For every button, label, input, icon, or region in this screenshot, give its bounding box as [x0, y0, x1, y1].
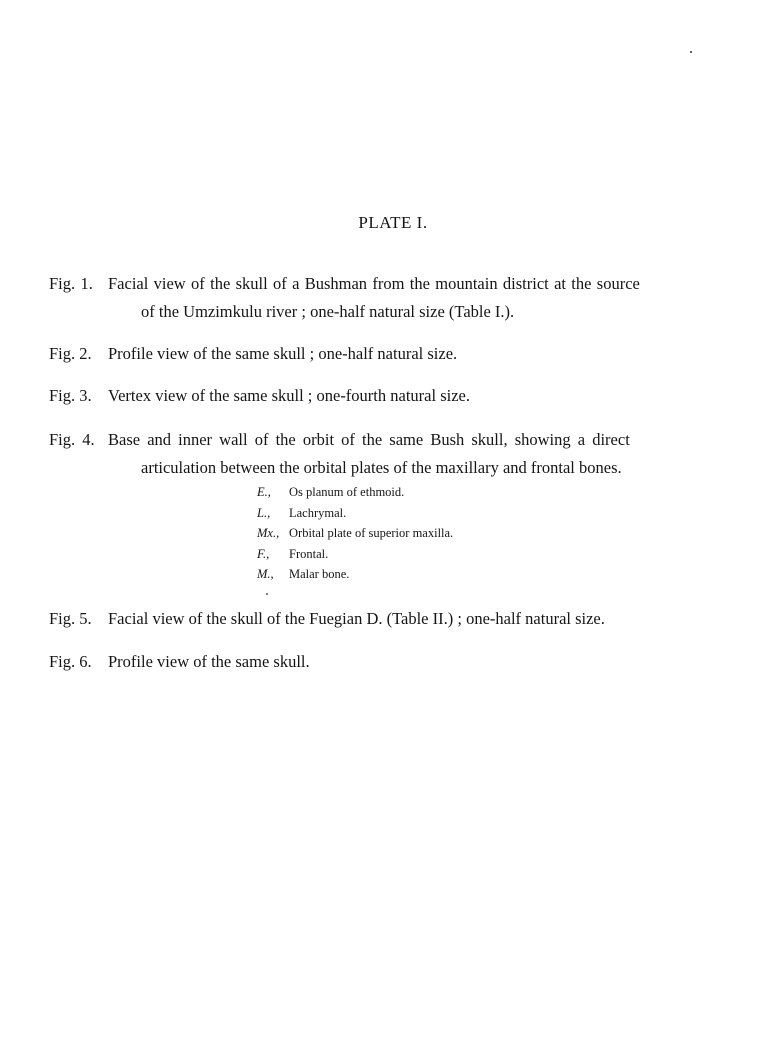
figure-caption-4	[49, 426, 739, 482]
legend-description: Orbital plate of superior maxilla.	[289, 526, 454, 540]
figure-caption-line	[49, 426, 739, 454]
legend-item	[257, 564, 453, 585]
legend-item	[257, 482, 453, 503]
figure-caption-2	[49, 340, 739, 368]
legend-description: Os planum of ethmoid.	[289, 485, 405, 499]
legend-abbreviation: E.,	[257, 485, 271, 499]
figure-caption-line	[49, 648, 739, 676]
legend-description: Malar bone.	[289, 567, 350, 581]
plate-title: PLATE I.	[358, 213, 428, 232]
bone-legend	[257, 482, 453, 585]
figure-caption-line	[49, 382, 739, 410]
figure-label: Fig. 6.	[49, 652, 92, 671]
figure-caption-5	[49, 605, 739, 633]
legend-abbreviation: Mx.,	[257, 526, 280, 540]
figure-label: Fig. 5.	[49, 609, 92, 628]
legend-abbreviation: L.,	[257, 505, 271, 520]
figure-text: Facial view of the skull of a Bushman from the mountain district at the source	[108, 274, 640, 293]
figure-text: Facial view of the skull of the Fuegian D. (Table II.) ; one-half natural size.	[108, 609, 605, 628]
figure-label: Fig. 4.	[49, 430, 95, 449]
legend-abbreviation: M.,	[257, 567, 274, 581]
figure-caption-line	[49, 340, 739, 368]
figure-caption-line	[49, 270, 739, 298]
legend-description: Lachrymal.	[289, 505, 347, 520]
figure-text: Profile view of the same skull.	[108, 652, 310, 671]
legend-item	[257, 503, 453, 524]
figure-caption-6	[49, 648, 739, 676]
figure-text-continuation: articulation between the orbital plates of the maxillary and frontal bones.	[141, 458, 622, 477]
figure-label: Fig. 2.	[49, 344, 92, 363]
legend-abbreviation: F.,	[257, 546, 270, 561]
figure-label: Fig. 3.	[49, 386, 92, 405]
figure-caption-line	[49, 605, 739, 633]
figure-caption-1	[49, 270, 739, 326]
legend-item	[257, 544, 453, 565]
figure-text: Profile view of the same skull ; one-half natural size.	[108, 344, 458, 363]
print-speck	[266, 593, 268, 595]
figure-text-continuation: of the Umzimkulu river ; one-half natural size (Table I.).	[141, 302, 515, 321]
figure-caption-3	[49, 382, 739, 410]
figure-text: Vertex view of the same skull ; one-fourth natural size.	[108, 386, 470, 405]
legend-description: Frontal.	[289, 546, 329, 561]
print-speck	[690, 51, 692, 53]
legend-item	[257, 523, 453, 544]
figure-text: Base and inner wall of the orbit of the same Bush skull, showing a direct	[108, 430, 630, 449]
figure-label: Fig. 1.	[49, 274, 93, 293]
